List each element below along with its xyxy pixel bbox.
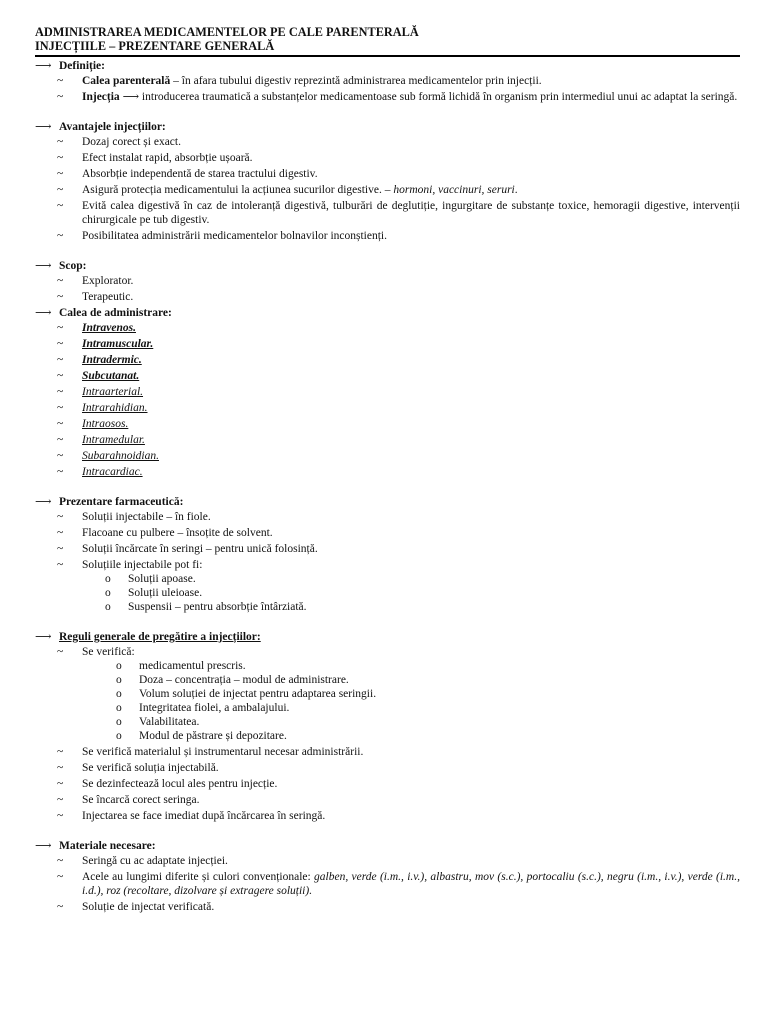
tilde-bullet: ~ [57, 354, 64, 366]
circle-bullet: o [116, 730, 122, 742]
tilde-bullet: ~ [57, 152, 64, 164]
circle-bullet: o [116, 688, 122, 700]
arrow-icon: ⟶ [35, 121, 52, 133]
tilde-bullet: ~ [57, 511, 64, 523]
section-title: Prezentare farmaceutică: [59, 496, 184, 508]
sub-item: o Integritatea fiolei, a ambalajului. [116, 702, 290, 714]
arrow-icon: ⟶ [35, 496, 52, 508]
sub-item: o Modul de păstrare și depozitare. [116, 730, 287, 742]
tilde-bullet: ~ [57, 855, 64, 867]
tilde-bullet: ~ [57, 466, 64, 478]
sub-item: o Soluții apoase. [105, 573, 196, 585]
tilde-bullet: ~ [57, 322, 64, 334]
section-title: Definiție: [59, 60, 105, 72]
tilde-bullet: ~ [57, 386, 64, 398]
list-item: ~ Terapeutic. [57, 291, 134, 303]
list-item: ~ Soluții încărcate în seringi – pentru unică folosință. [57, 543, 318, 555]
tilde-bullet: ~ [57, 434, 64, 446]
section-title: Avantajele injecțiilor: [59, 121, 166, 133]
sub-item: o Volum soluției de injectat pentru adaptarea seringii. [116, 688, 377, 700]
term: Injecția [82, 91, 120, 103]
section-calea [35, 306, 740, 321]
tilde-bullet: ~ [57, 871, 64, 883]
list-item: ~ Subcutanat. [57, 370, 140, 382]
list-item: ~ Efect instalat rapid, absorbție ușoară. [57, 152, 253, 164]
list-item: ~ Soluție de injectat verificată. [57, 901, 215, 913]
list-item: ~ Se verifică: [57, 646, 135, 658]
sub-item: o Suspensii – pentru absorbție întârziată. [105, 601, 307, 613]
list-item: ~ Posibilitatea administrării medicamentelor bolnavilor inconștienți. [57, 230, 387, 242]
tilde-bullet: ~ [57, 168, 64, 180]
tilde-bullet: ~ [57, 450, 64, 462]
section-title: Materiale necesare: [59, 840, 156, 852]
tilde-bullet: ~ [57, 646, 64, 658]
tilde-bullet: ~ [57, 418, 64, 430]
list-item: ~ Injectarea se face imediat după încărcarea în seringă. [57, 810, 326, 822]
section-title: Calea de administrare: [59, 307, 172, 319]
list-item: ~ Intramedular. [57, 434, 145, 446]
section-reguli [35, 630, 740, 645]
list-item: ~ Flacoane cu pulbere – însoțite de solvent. [57, 527, 273, 539]
list-item: ~ Intracardiac. [57, 466, 143, 478]
tilde-bullet: ~ [57, 275, 64, 287]
section-scop [35, 259, 740, 274]
document-page [35, 25, 740, 916]
circle-bullet: o [116, 702, 122, 714]
arrow-icon: ⟶ [35, 840, 52, 852]
circle-bullet: o [116, 716, 122, 728]
circle-bullet: o [105, 587, 111, 599]
section-prezentare [35, 495, 740, 510]
section-title: Scop: [59, 260, 87, 272]
tilde-bullet: ~ [57, 230, 64, 242]
arrow-icon: ⟶ [35, 307, 52, 319]
arrow-icon: ⟶ [35, 260, 52, 272]
circle-bullet: o [116, 674, 122, 686]
list-item: ~ Calea parenterală – în afara tubului digestiv reprezintă administrarea medicamentelor prin injecții. [57, 75, 542, 87]
list-item: ~ Absorbție independentă de starea tractului digestiv. [57, 168, 318, 180]
tilde-bullet: ~ [57, 75, 64, 87]
list-item: ~ Seringă cu ac adaptate injecției. [57, 855, 228, 867]
tilde-bullet: ~ [57, 91, 64, 103]
list-item: ~ Intravenos. [57, 322, 136, 334]
list-item: ~ Intrarahidian. [57, 402, 148, 414]
list-item: ~ Explorator. [57, 275, 134, 287]
tilde-bullet: ~ [57, 543, 64, 555]
list-item: ~ Dozaj corect și exact. [57, 136, 181, 148]
list-item: ~ Evită calea digestivă în caz de intoleranță digestivă, tulburări de deglutiție, ingurgitare de substanțe toxice, hemoragii digestive, intervenții chirurgicale pe tub digestiv. [57, 200, 740, 226]
tilde-bullet: ~ [57, 184, 64, 196]
arrow-icon: ⟶ [35, 631, 52, 643]
term: Calea parenterală [82, 75, 171, 87]
list-item: ~ Soluțiile injectabile pot fi: [57, 559, 203, 571]
tilde-bullet: ~ [57, 762, 64, 774]
tilde-bullet: ~ [57, 559, 64, 571]
tilde-bullet: ~ [57, 901, 64, 913]
tilde-bullet: ~ [57, 136, 64, 148]
section-avantaje [35, 120, 740, 135]
tilde-bullet: ~ [57, 527, 64, 539]
sub-item: o Soluții uleioase. [105, 587, 203, 599]
list-item: ~ Acele au lungimi diferite și culori convenționale: galben, verde (i.m., i.v.), albastru, mov (s.c.), portocaliu (s.c.), negru (i.m., i.v.), verde (i.m., i.d.), roz (recoltare, dizolvare și extragere soluții). [57, 871, 740, 897]
list-item: ~ Asigură protecția medicamentului la acțiunea sucurilor digestive. – hormoni, vaccinuri, seruri. [57, 184, 518, 196]
document-title: ADMINISTRAREA MEDICAMENTELOR PE CALE PARENTERALĂ [35, 25, 419, 39]
list-item: ~ Se încarcă corect seringa. [57, 794, 200, 806]
list-item: ~ Intradermic. [57, 354, 142, 366]
arrow-icon: ⟶ [35, 60, 52, 72]
circle-bullet: o [105, 573, 111, 585]
list-item: ~ Subarahnoidian. [57, 450, 159, 462]
list-item: ~ Intraarterial. [57, 386, 144, 398]
section-materiale [35, 839, 740, 854]
circle-bullet: o [116, 660, 122, 672]
list-item: ~ Se verifică materialul și instrumentarul necesar administrării. [57, 746, 364, 758]
sub-item: o medicamentul prescris. [116, 660, 246, 672]
section-definitie [35, 59, 740, 74]
document-subtitle: INJECȚIILE – PREZENTARE GENERALĂ [35, 39, 275, 53]
list-item: ~ Soluții injectabile – în fiole. [57, 511, 211, 523]
tilde-bullet: ~ [57, 810, 64, 822]
tilde-bullet: ~ [57, 200, 64, 212]
sub-item: o Valabilitatea. [116, 716, 200, 728]
section-title: Reguli generale de pregătire a injecțiilor: [59, 631, 261, 643]
tilde-bullet: ~ [57, 794, 64, 806]
sub-item: o Doza – concentrația – modul de administrare. [116, 674, 349, 686]
list-item: ~ Intramuscular. [57, 338, 154, 350]
list-item: ~ Se verifică soluția injectabilă. [57, 762, 219, 774]
tilde-bullet: ~ [57, 778, 64, 790]
tilde-bullet: ~ [57, 746, 64, 758]
title-divider [35, 55, 740, 57]
list-item: ~ Injecția ⟶ introducerea traumatică a substanțelor medicamentoase sub formă lichidă în organism prin intermediul unui ac adaptat la seringă. [57, 91, 738, 103]
tilde-bullet: ~ [57, 370, 64, 382]
tilde-bullet: ~ [57, 291, 64, 303]
circle-bullet: o [105, 601, 111, 613]
list-item: ~ Se dezinfectează locul ales pentru injecție. [57, 778, 278, 790]
tilde-bullet: ~ [57, 338, 64, 350]
tilde-bullet: ~ [57, 402, 64, 414]
list-item: ~ Intraosos. [57, 418, 129, 430]
